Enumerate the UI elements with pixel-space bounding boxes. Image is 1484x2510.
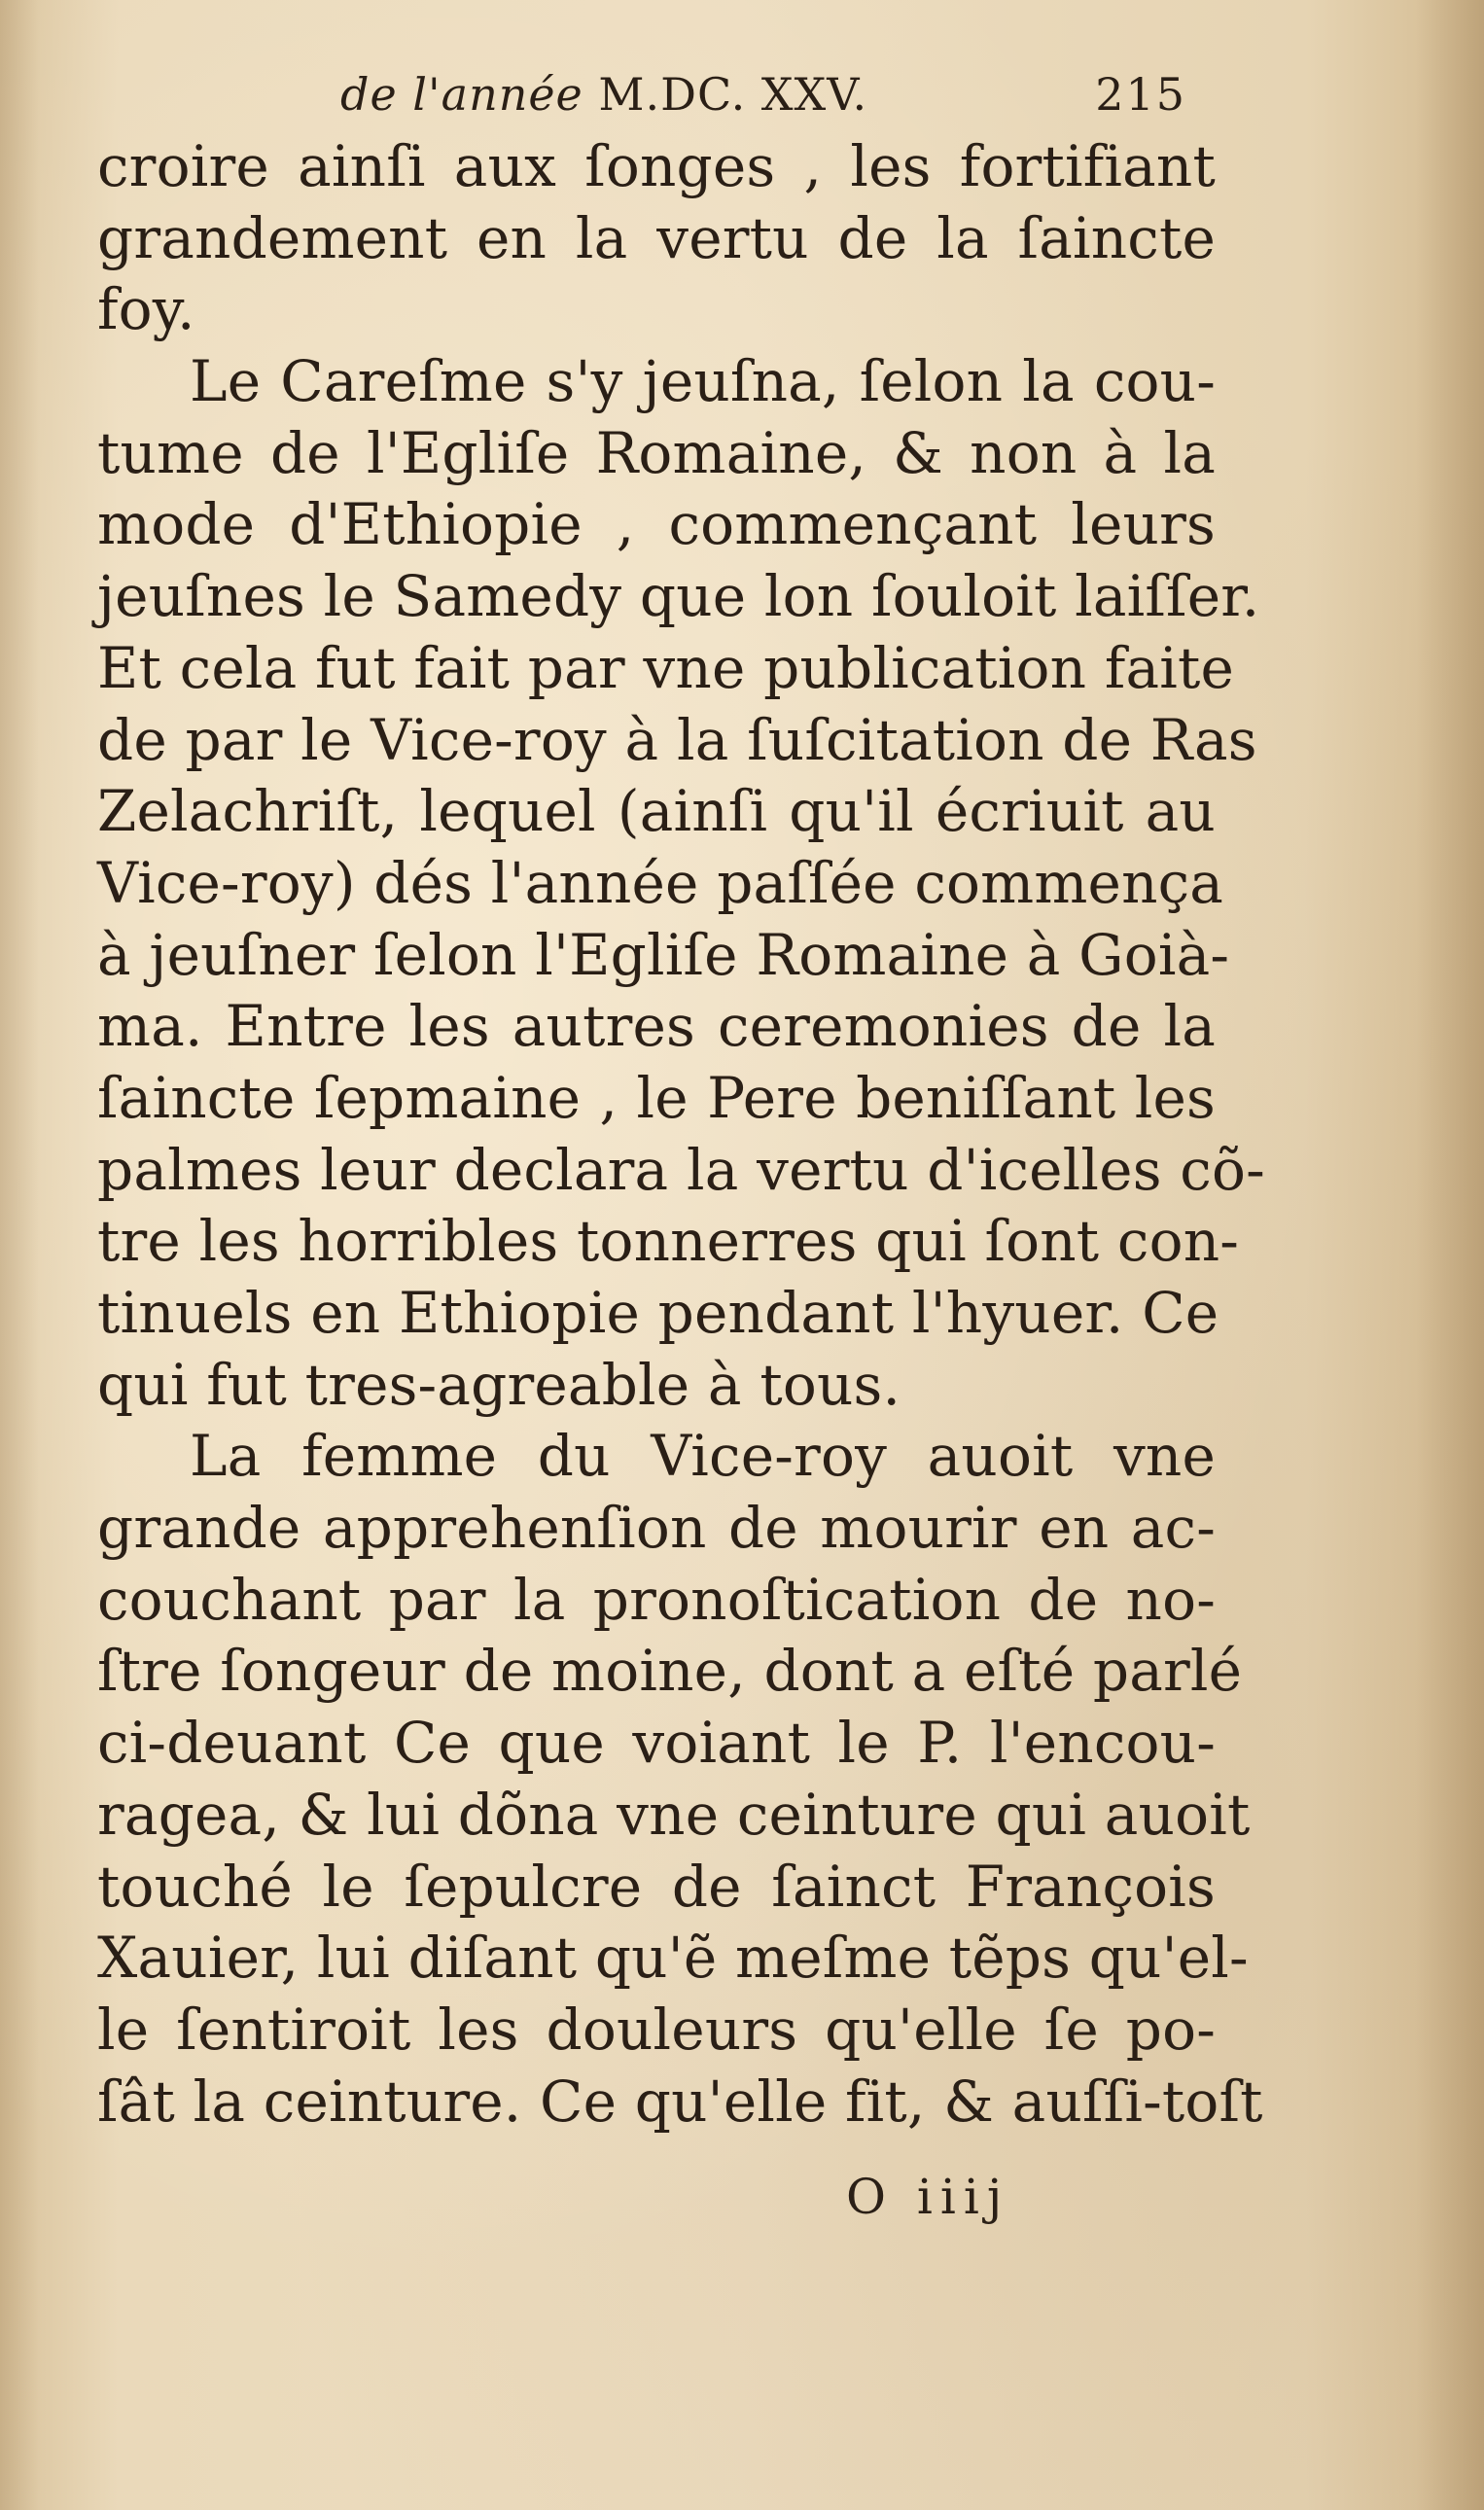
text-line: tinuels en Ethiopie pendant l'hyuer. Ce: [97, 1280, 1219, 1346]
text-line: croire ainſi aux ſonges , les fortifiant: [97, 133, 1216, 199]
text-line: Vice-roy) dés l'année paſſée commença: [97, 849, 1224, 916]
text-line: ſtre ſongeur de moine, dont a eſté parlé: [97, 1638, 1243, 1705]
text-line: ſât la ceinture. Ce qu'elle fit, & auſſi-toſt: [97, 2068, 1263, 2135]
text-line: Zelachriſt, lequel (ainſi qu'il écriuit au: [97, 778, 1216, 845]
running-head: [340, 68, 867, 121]
text-line: grandement en la vertu de la ſaincte: [97, 204, 1216, 271]
text-line: tume de l'Egliſe Romaine, & non à la: [97, 419, 1216, 486]
text-line: jeuſnes le Samedy que lon ſouloit laiſſer.: [97, 563, 1260, 630]
text-line: ci-deuant Ce que voiant le P. l'encou-: [97, 1710, 1216, 1777]
body-text: [97, 131, 1265, 2138]
text-line: ſaincte ſepmaine , le Pere beniſſant les: [97, 1064, 1216, 1131]
text-line: touché le ſepulcre de ſainct François: [97, 1853, 1216, 1920]
running-head-italic: de l'année: [340, 68, 583, 121]
text-line: Et cela fut fait par vne publication faite: [97, 634, 1235, 701]
page-header: [97, 60, 1216, 138]
page-number: 215: [1095, 68, 1186, 121]
text-line: à jeuſner ſelon l'Egliſe Romaine à Goià-: [97, 921, 1230, 988]
signature-mark: O iiij: [846, 2169, 1010, 2225]
text-line: ragea, & lui dõna vne ceinture qui auoit: [97, 1781, 1251, 1848]
text-line: qui fut tres-agreable à tous.: [97, 1351, 901, 1418]
text-line: Le Careſme s'y jeuſna, ſelon la cou-: [190, 348, 1216, 415]
text-line: ma. Entre les autres ceremonies de la: [97, 993, 1216, 1060]
gutter-shadow: [0, 0, 39, 2510]
text-line: de par le Vice-roy à la ſuſcitation de Ras: [97, 706, 1257, 773]
text-line: le ſentiroit les douleurs qu'elle ſe po-: [97, 1996, 1216, 2063]
edge-shadow: [1416, 0, 1484, 2510]
text-line: grande apprehenſion de mourir en ac-: [97, 1495, 1216, 1562]
text-line: foy.: [97, 276, 195, 343]
text-line: palmes leur declara la vertu d'icelles cõ-: [97, 1136, 1265, 1203]
text-line: Xauier, lui diſant qu'ẽ meſme tẽps qu'el-: [97, 1925, 1249, 1992]
text-line: couchant par la pronoſtication de no-: [97, 1566, 1216, 1633]
text-line: mode d'Ethiopie , commençant leurs: [97, 491, 1216, 558]
text-line: La femme du Vice-roy auoit vne: [190, 1423, 1216, 1490]
running-head-roman: M.DC. XXV.: [583, 68, 868, 121]
text-line: tre les horribles tonnerres qui ſont con-: [97, 1208, 1240, 1275]
